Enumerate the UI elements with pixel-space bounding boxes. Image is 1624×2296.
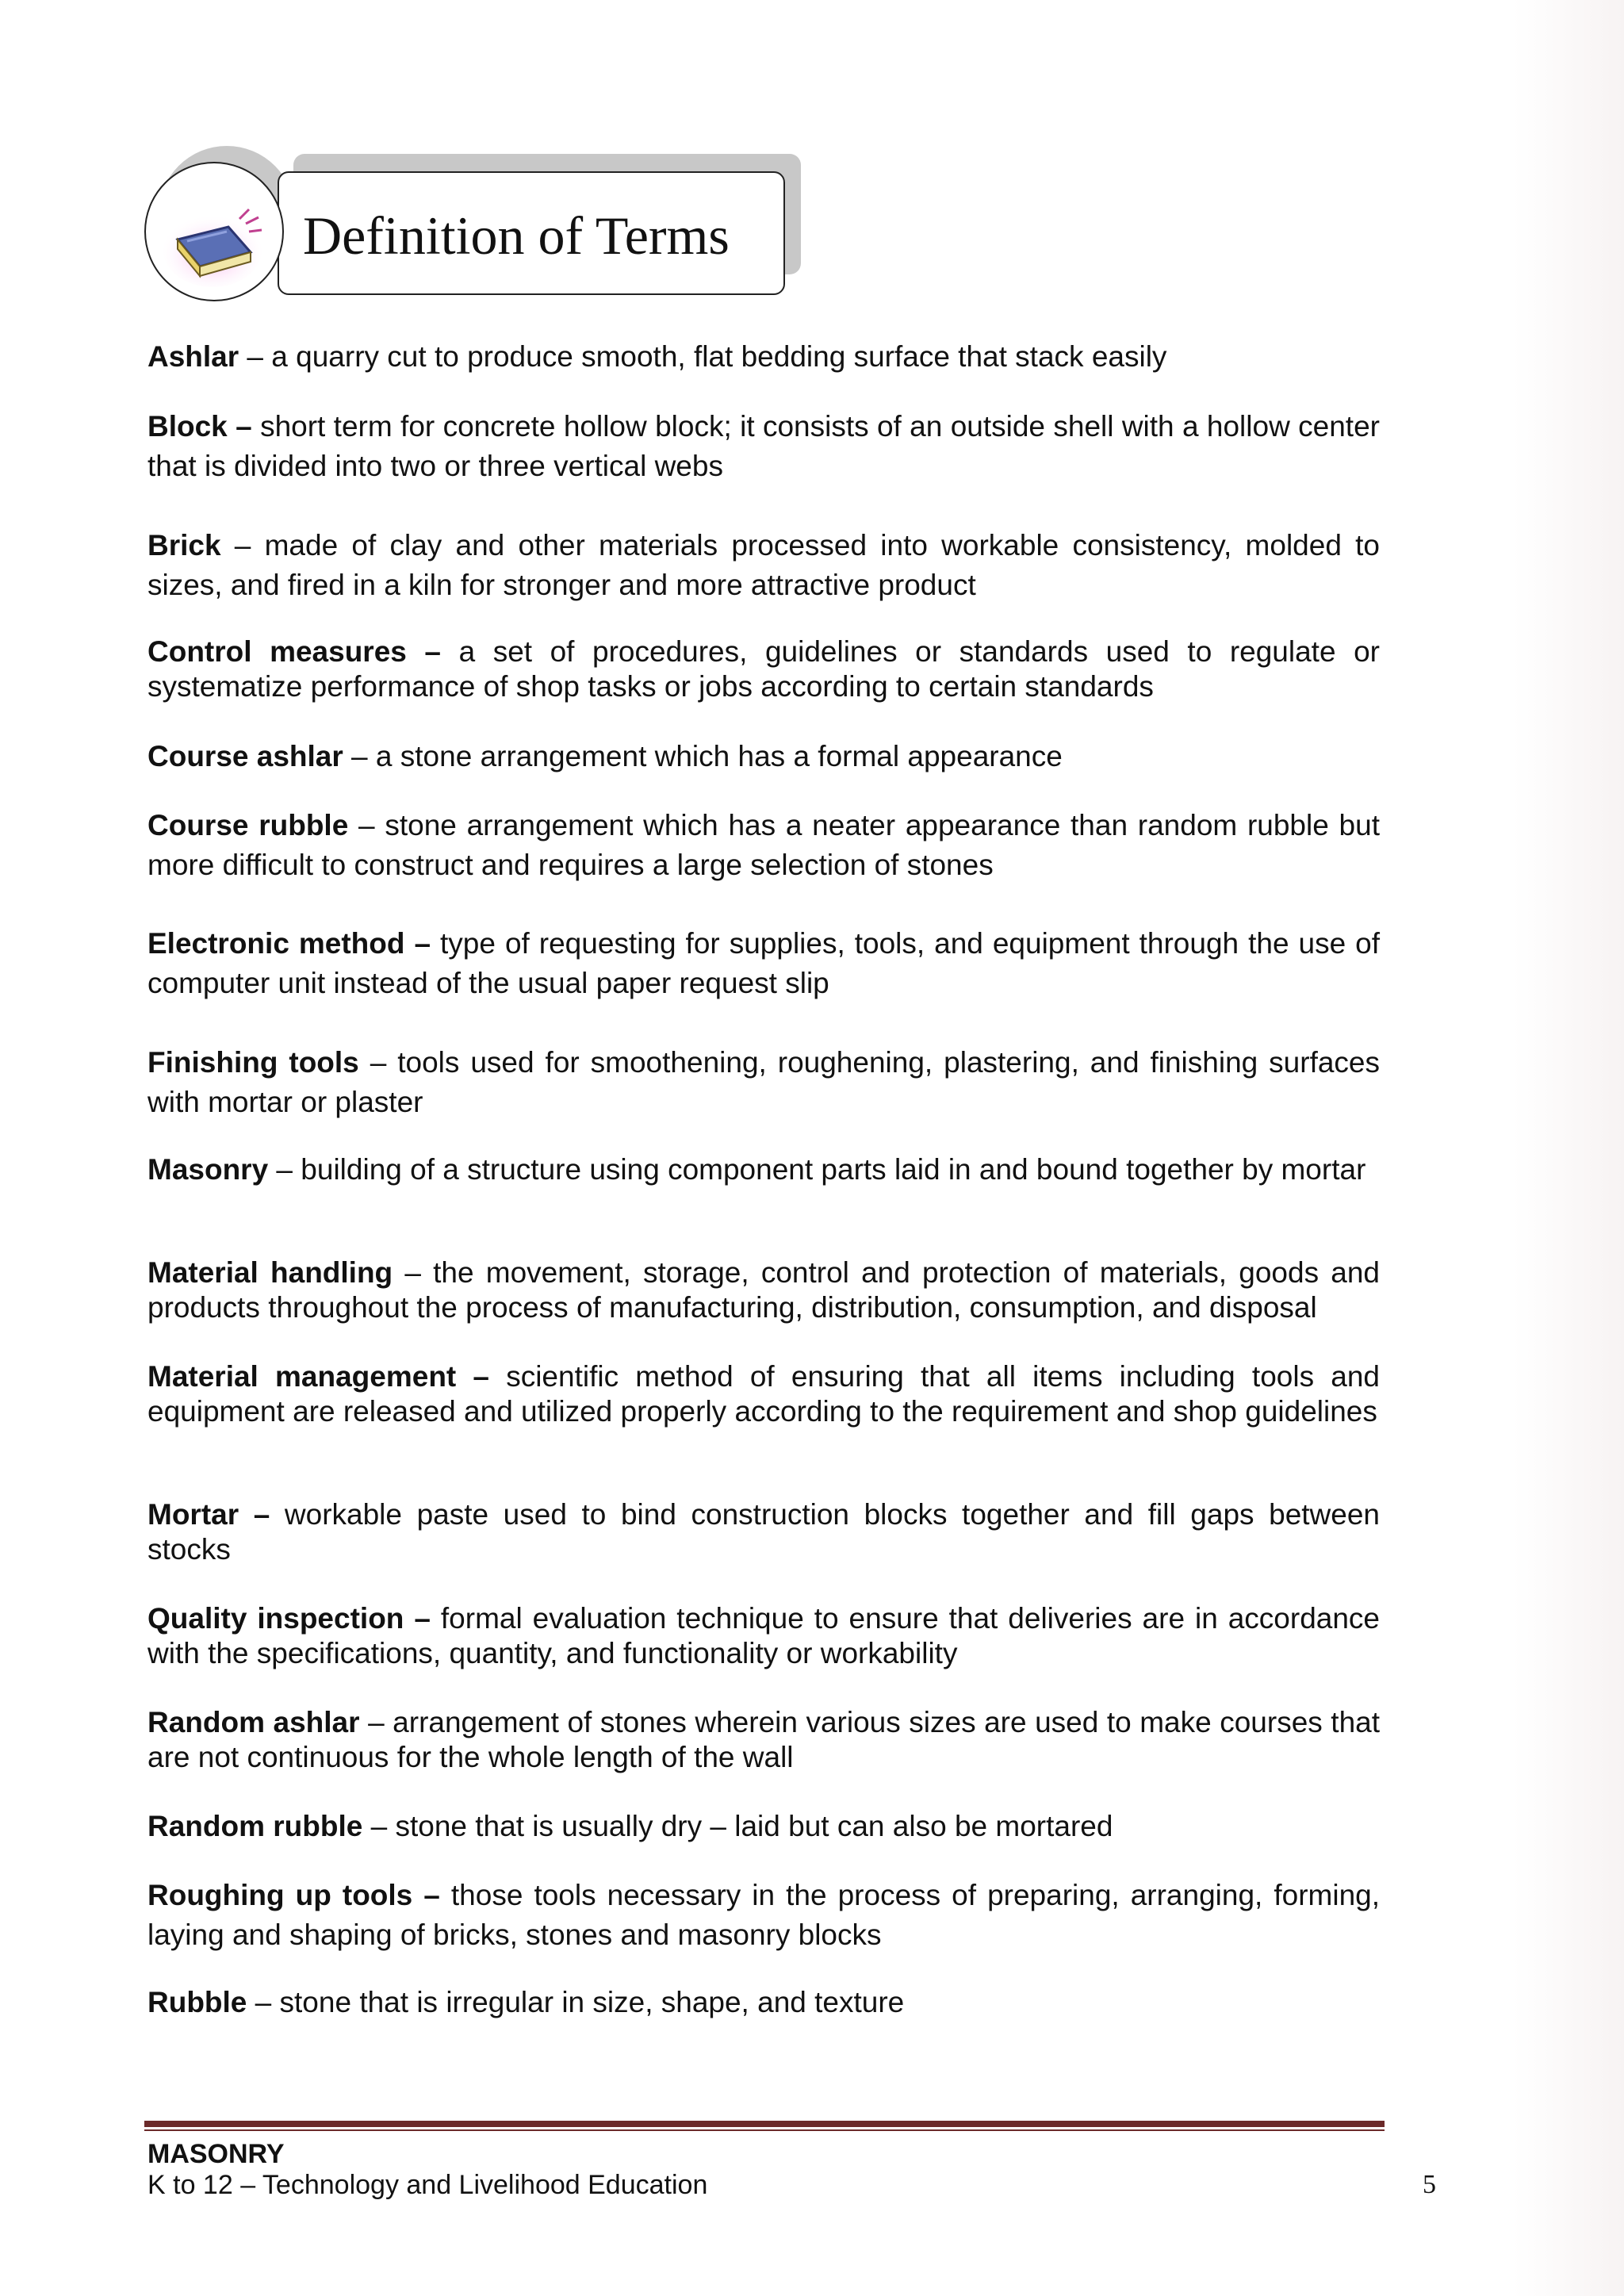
page-number: 5 xyxy=(1423,2170,1436,2199)
definition-item: Roughing up tools – those tools necessary in the process of preparing, arranging, forming, laying and shaping of bricks, stones and masonry blocks xyxy=(147,1879,1381,1951)
definition-item: Mortar – workable paste used to bind construction blocks together and fill gaps between stocks xyxy=(147,1498,1381,1566)
definition-item: Quality inspection – formal evaluation technique to ensure that deliveries are in accordance with the specifications, quantity, and functionality or workability xyxy=(147,1602,1381,1669)
page-title: Definition of Terms xyxy=(303,205,730,266)
definition-item: Finishing tools – tools used for smoothening, roughening, plastering, and finishing surfaces with mortar or plaster xyxy=(147,1046,1381,1118)
header-title-box xyxy=(278,171,785,295)
definition-item: Masonry – building of a structure using component parts laid in and bound together by mortar xyxy=(147,1153,1366,1186)
definition-item: Random rubble – stone that is usually dry – laid but can also be mortared xyxy=(147,1810,1113,1842)
definition-item: Brick – made of clay and other materials processed into workable consistency, molded to sizes, and fired in a kiln for stronger and more attractive product xyxy=(147,529,1380,601)
definition-item: Course rubble – stone arrangement which has a neater appearance than random rubble but more difficult to construct and requires a large selection of stones xyxy=(147,809,1380,881)
page-edge-shade xyxy=(1513,0,1624,2296)
definition-item: Control measures – a set of procedures, guidelines or standards used to regulate or systematize performance of shop tasks or jobs according to certain standards xyxy=(147,635,1380,703)
footer-subject: MASONRY xyxy=(147,2139,285,2169)
book-icon xyxy=(163,203,266,290)
definition-item: Course ashlar – a stone arrangement which has a formal appearance xyxy=(147,740,1063,772)
header-icon-circle xyxy=(144,162,284,301)
definition-item: Block – short term for concrete hollow block; it consists of an outside shell with a hollow center that is divided into two or three vertical webs xyxy=(147,410,1380,482)
definition-item: Electronic method – type of requesting for supplies, tools, and equipment through the use of computer unit instead of the usual paper request slip xyxy=(147,927,1380,999)
definition-item: Random ashlar – arrangement of stones wherein various sizes are used to make courses that are not continuous for the whole length of the wall xyxy=(147,1706,1381,1773)
definition-item: Rubble – stone that is irregular in size, shape, and texture xyxy=(147,1986,905,2018)
definition-item: Ashlar – a quarry cut to produce smooth, flat bedding surface that stack easily xyxy=(147,340,1167,373)
definition-item: Material handling – the movement, storage, control and protection of materials, goods and products throughout the process of manufacturing, distribution, consumption, and disposal xyxy=(147,1256,1380,1324)
footer-divider xyxy=(144,2121,1385,2132)
section-header xyxy=(144,146,810,312)
definition-item: Material management – scientific method of ensuring that all items including tools and equipment are released and utilized properly according to the requirement and shop guidelines xyxy=(147,1360,1380,1428)
footer-course: K to 12 – Technology and Livelihood Education xyxy=(147,2170,708,2200)
